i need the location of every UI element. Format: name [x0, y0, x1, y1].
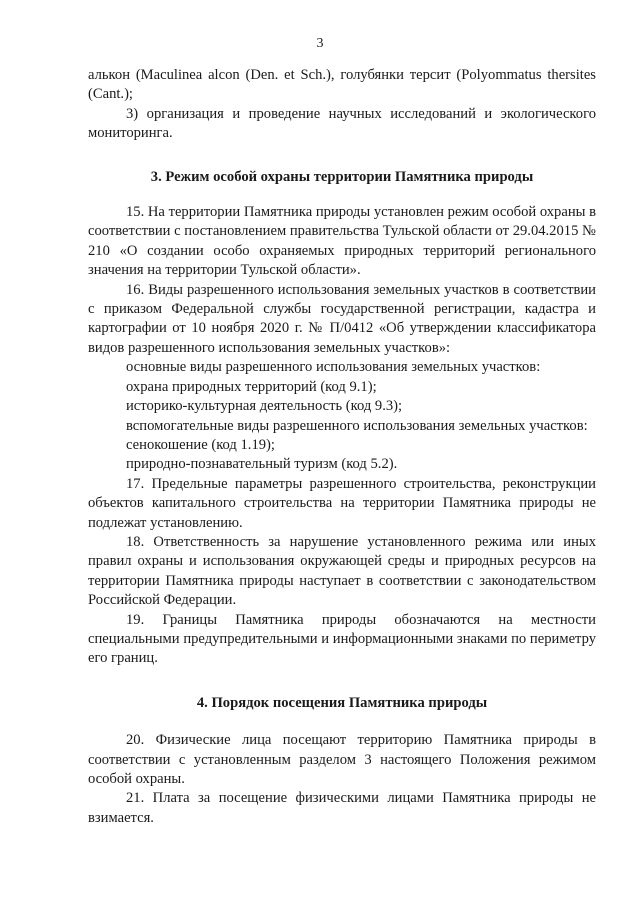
main-use-item: охрана природных территорий (код 9.1); — [126, 378, 377, 395]
page-number: 3 — [316, 36, 324, 51]
continuation-paragraph: алькон (Maculinea alcon (Den. et Sch.), голубянки терсит (Polyommatus thersites (Cant.); — [88, 67, 596, 103]
aux-use-item: природно-познавательный туризм (код 5.2). — [126, 456, 398, 473]
paragraph-19: 19. Границы Памятника природы обозначаются на местности специальными предупредительными и информационными знаками по периметру его границ. — [88, 611, 596, 667]
paragraph-18: 18. Ответственность за нарушение установленного режима или иных правил охраны и использования окружающей среды и природных ресурсов на территории Памятника природы наступает в соответствии с законодательством Российской Федерации. — [88, 533, 596, 609]
list-item-3: 3) организация и проведение научных исследований и экологического мониторинга. — [88, 105, 596, 142]
section-3-heading: 3. Режим особой охраны территории Памятника природы — [150, 168, 534, 185]
aux-use-item: сенокошение (код 1.19); — [126, 436, 275, 453]
paragraph-15: 15. На территории Памятника природы установлен режим особой охраны в соответствии с постановлением правительства Тульской области от 29.04.2015 № 210 «О создании особо охраняемых природных территорий регионального значения на территории Тульской области». — [88, 204, 596, 279]
main-use-item: историко-культурная деятельность (код 9.3); — [126, 398, 403, 415]
section-4-heading: 4. Порядок посещения Памятника природы — [196, 694, 488, 711]
main-uses-title: основные виды разрешенного использования земельных участков: — [126, 359, 541, 376]
paragraph-17: 17. Предельные параметры разрешенного строительства, реконструкции объектов капитального строительства на территории Памятника природы не подлежат установлению. — [88, 475, 596, 531]
document-body — [88, 66, 596, 828]
paragraph-16: 16. Виды разрешенного использования земельных участков в соответствии с приказом Федеральной службы государственной регистрации, кадастра и картографии от 10 ноября 2020 г. № П/0412 «Об утверждении классификатора видов разрешенного использования земельных участков»: — [88, 281, 596, 356]
paragraph-20: 20. Физические лица посещают территорию Памятника природы в соответствии с установленным разделом 3 настоящего Положения режимом особой охраны. — [88, 732, 596, 787]
paragraph-21: 21. Плата за посещение физическими лицами Памятника природы не взимается. — [88, 790, 596, 826]
aux-uses-title: вспомогательные виды разрешенного использования земельных участков: — [126, 417, 588, 434]
